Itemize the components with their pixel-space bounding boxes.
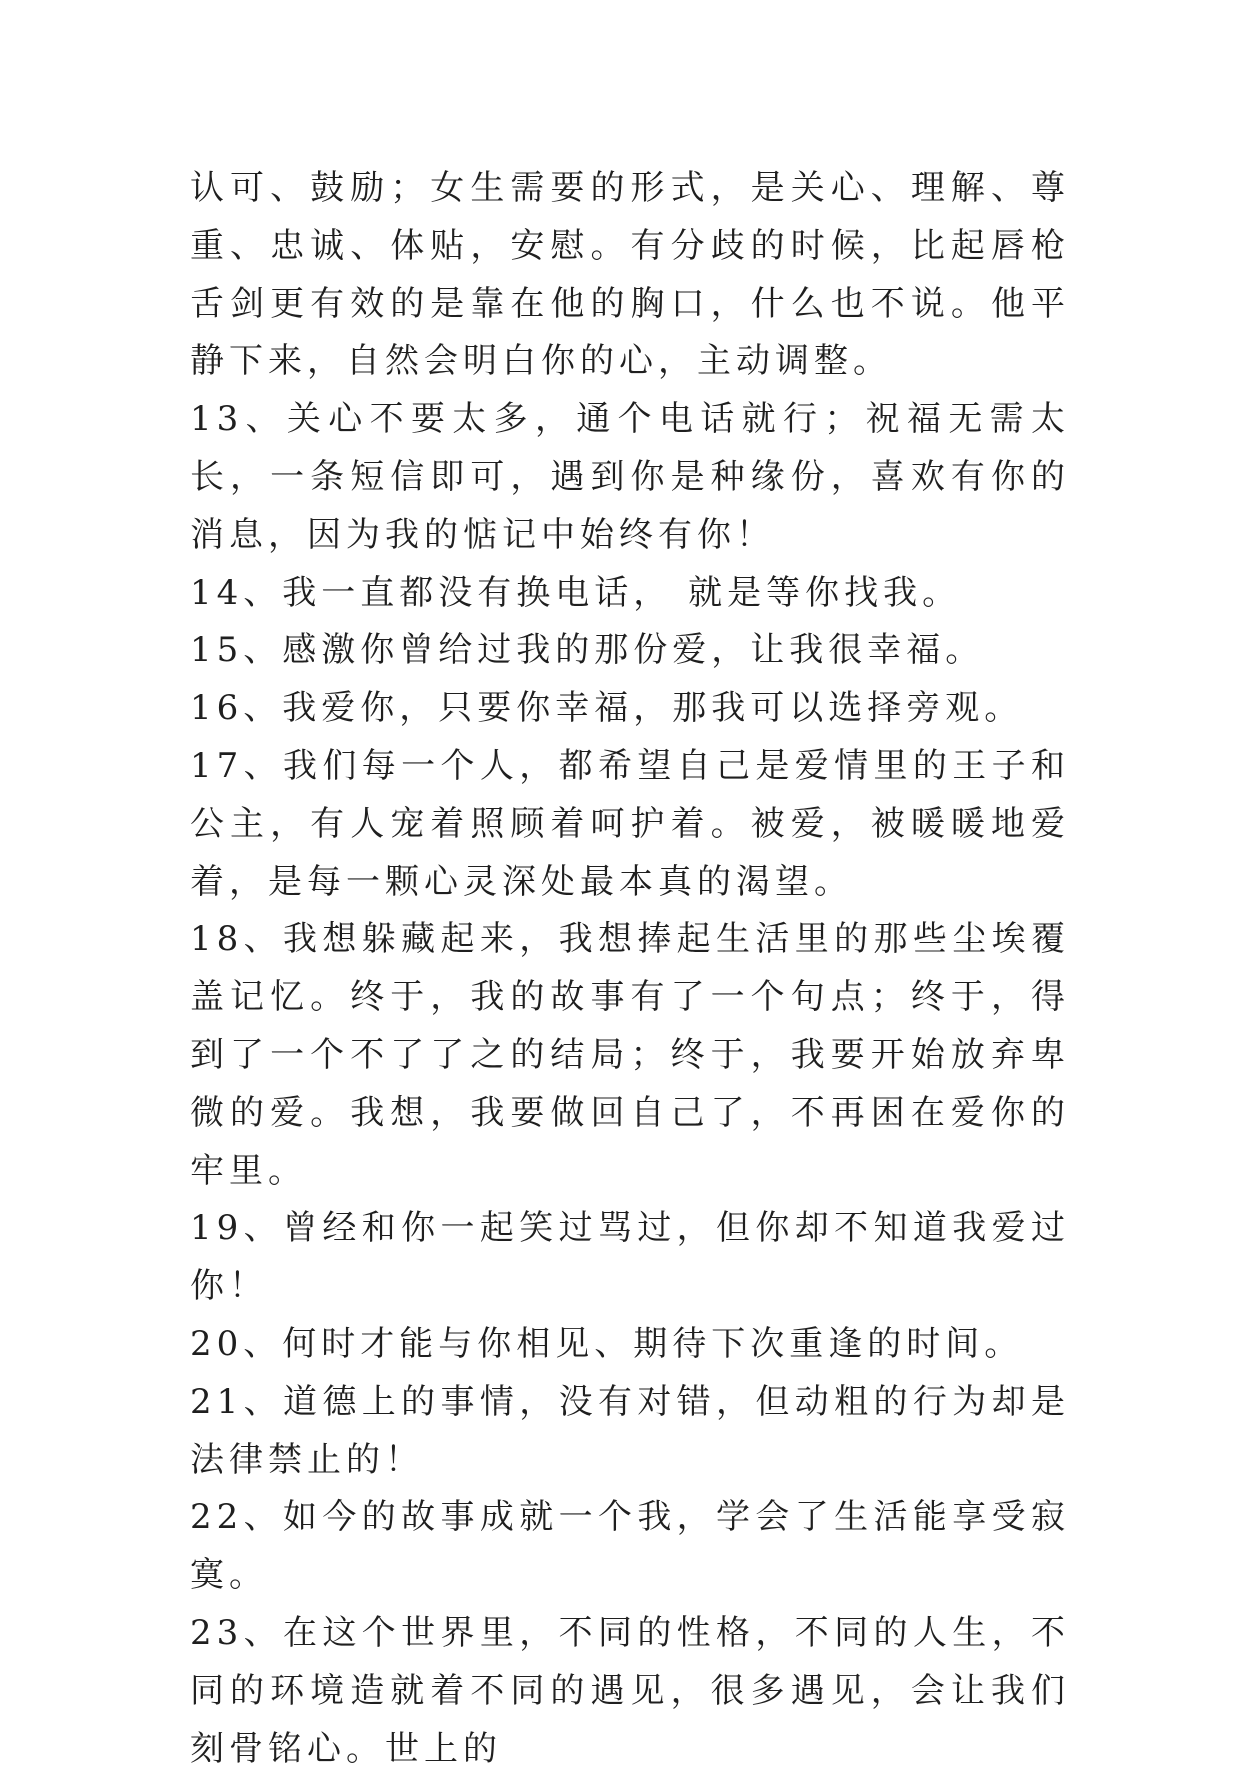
- paragraph-23: 23、在这个世界里，不同的性格，不同的人生，不同的环境造就着不同的遇见，很多遇见，会让我们刻骨铭心。世上的: [190, 1612, 1070, 1769]
- paragraph-22: 22、如今的故事成就一个我，学会了生活能享受寂寞。: [190, 1497, 1070, 1596]
- paragraph-17: 17、我们每一个人，都希望自己是爱情里的王子和公主，有人宠着照顾着呵护着。被爱，被暖暖地爱着，是每一颗心灵深处最本真的渴望。: [190, 745, 1070, 902]
- paragraph-15: 15、感激你曾给过我的那份爱，让我很幸福。: [190, 630, 985, 671]
- paragraph-16: 16、我爱你，只要你幸福，那我可以选择旁观。: [190, 688, 1024, 729]
- paragraph-21: 21、道德上的事情，没有对错，但动粗的行为却是法律禁止的！: [190, 1381, 1070, 1480]
- paragraph-13: 13、关心不要太多，通个电话就行；祝福无需太长，一条短信即可，遇到你是种缘份，喜欢有你的消息，因为我的惦记中始终有你！: [190, 399, 1070, 555]
- paragraph-19: 19、曾经和你一起笑过骂过，但你却不知道我爱过你！: [190, 1208, 1070, 1307]
- paragraph-18: 18、我想躲藏起来，我想捧起生活里的那些尘埃覆盖记忆。终于，我的故事有了一个句点；终于，得到了一个不了了之的结局；终于，我要开始放弃卑微的爱。我想，我要做回自己了，不再困在爱你的牢里。: [190, 919, 1070, 1191]
- document-body: [190, 160, 1070, 1778]
- paragraph-20: 20、何时才能与你相见、期待下次重逢的时间。: [190, 1323, 1024, 1364]
- paragraph-14: 14、我一直都没有换电话， 就是等你找我。: [190, 572, 962, 613]
- paragraph-continuation: 认可、鼓励；女生需要的形式，是关心、理解、尊重、忠诚、体贴，安慰。有分歧的时候，比起唇枪舌剑更有效的是靠在他的胸口，什么也不说。他平静下来，自然会明白你的心，主动调整。: [190, 168, 1070, 382]
